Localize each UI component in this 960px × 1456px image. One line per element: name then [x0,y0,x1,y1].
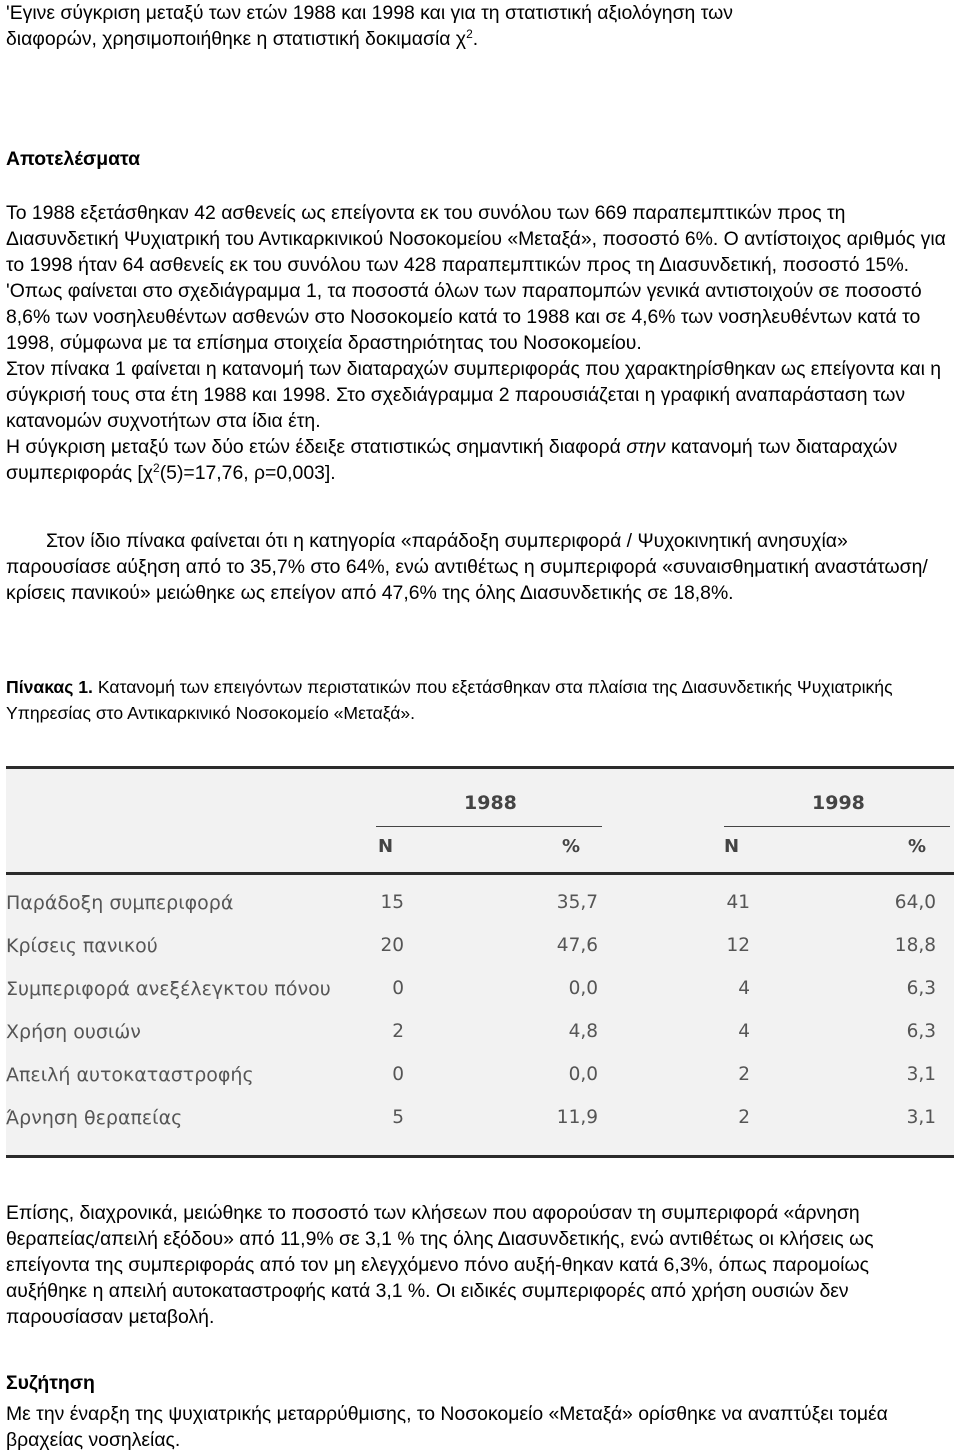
after-table-paragraph: Επίσης, διαχρονικά, μειώθηκε το ποσοστό των κλήσεων που αφορούσαν τη συμπεριφορά «άρνηση θεραπείας/απειλή εξόδου» από 11,9% σε 3,1 % της όλης Διασυνδετικής, ενώ αντιθέτως οι κλήσεις ως επείγοντα της συμπεριφοράς από τον μη ελεγχόμενο πόνο αυξή-θηκαν κατά 6,3%, όπως παρομοίως αυξήθηκε η απειλή αυτοκαταστροφής κατά 3,1 %. Οι ειδικές συμπεριφορές από χρήση ουσιών δεν παρουσίασαν μεταβολή. [6,1202,874,1328]
p3-text-a: Η σύγκριση μεταξύ των δύο ετών έδειξε στατιστικώς σημαντική διαφορά [6,436,627,458]
cell-n88: 0 [392,978,404,999]
cell-p98: 18,8 [894,935,936,956]
cell-p98: 6,3 [906,978,936,999]
cell-n88: 20 [380,935,404,956]
intro-line-b-end: . [472,28,479,50]
results-heading: Αποτελέσματα [6,148,141,170]
caption-text: Κατανομή των επειγόντων περιστατικών που εξετάσθηκαν στα πλαίσια της Διασυνδετικής Ψυχιατρικής Υπηρεσίας στο Αντικαρκινικό Νοσοκομείο «Μεταξά». [6,677,893,723]
discussion-heading: Συζήτηση [6,1372,95,1394]
cell-n98: 2 [738,1064,750,1085]
cell-p88: 0,0 [568,1064,598,1085]
results-paragraph-4: Στον ίδιο πίνακα φαίνεται ότι η κατηγορία «παράδοξη συμπεριφορά / Ψυχοκινητική ανησυχία» παρουσίασε αύξηση από το 35,7% στο 64%, ενώ αντιθέτως η συμπεριφορά «συναισθηματική αναστάτωση/ κρίσεις πανικού» μειώθηκε ως επείγον από 47,6% της όλης Διασυνδετικής σε 18,8%. [6,530,928,604]
cell-p98: 3,1 [906,1107,936,1128]
col-pct-1988: % [562,836,581,857]
cell-p88: 0,0 [568,978,598,999]
p3-text-b: κατανομή των διαταραχών συμπεριφοράς [χ [6,436,898,484]
cell-n98: 12 [726,935,750,956]
cell-p88: 35,7 [556,892,598,913]
cell-p88: 4,8 [568,1021,598,1042]
row-label: Παράδοξη συμπεριφορά [6,892,234,914]
cell-n98: 41 [726,892,750,913]
cell-n98: 4 [738,1021,750,1042]
row-label: Απειλή αυτοκαταστροφής [6,1064,254,1086]
cell-n88: 15 [380,892,404,913]
row-label: Συμπεριφορά ανεξέλεγκτου πόνου [6,978,331,1000]
cell-n88: 0 [392,1064,404,1085]
table-top-rule [6,766,954,769]
cell-n98: 4 [738,978,750,999]
row-label: Χρήση ουσιών [6,1021,141,1043]
results-body [6,200,951,486]
year-1998-header: 1998 [812,792,865,814]
cell-p98: 64,0 [894,892,936,913]
year-1988-header: 1988 [464,792,517,814]
caption-label: Πίνακας 1. [6,677,93,697]
cell-p98: 3,1 [906,1064,936,1085]
cell-p98: 6,3 [906,1021,936,1042]
rule-1998 [724,826,950,827]
col-n-1998: N [724,836,740,857]
row-label: Άρνηση θεραπείας [6,1107,183,1129]
results-paragraph-1: Το 1988 εξετάσθηκαν 42 ασθενείς ως επείγοντα εκ του συνόλου των 669 παραπεμπτικών προς τη Διασυνδετική Ψυχιατρική του Αντικαρκινικού Νοσοκομείου «Μεταξά», ποσοστό 6%. Ο αντίστοιχος αριθμός για το 1998 ήταν 64 ασθενείς εκ του συνόλου των 428 παραπεμπτικών προς τη Διασυνδετική, ποσοστό 15%. 'Οπως φαίνεται στο σχεδιάγραμμα 1, τα ποσοστά όλων των παραπομπών γενικά αντιστοιχούν σε ποσοστό 8,6% των νοσηλευθέντων ασθενών στο Νοσοκομείο κατά το 1988 και σε 4,6% των νοσηλευθέντων κατά το 1998, σύμφωνα με τα επίσημα στοιχεία δραστηριότητας του Νοσοκομείου. [6,202,946,354]
cell-n98: 2 [738,1107,750,1128]
discussion-paragraph: Με την έναρξη της ψυχιατρικής μεταρρύθμισης, το Νοσοκομείο «Μεταξά» ορίσθηκε να αναπτύξει τομέα βραχείας νοσηλείας. [6,1403,888,1451]
cell-p88: 11,9 [556,1107,598,1128]
rule-1988 [376,826,602,827]
intro-line-b: διαφορών, χρησιμοποιήθηκε η στατιστική δοκιμασία χ [6,28,467,50]
p3-emphasis: στην [626,436,666,458]
col-n-1988: N [378,836,394,857]
cell-n88: 2 [392,1021,404,1042]
intro-superscript: 2 [466,27,473,41]
results-paragraph-2: Στον πίνακα 1 φαίνεται η κατανομή των διαταραχών συμπεριφοράς που χαρακτηρίσθηκαν ως επείγοντα και η σύγκρισή τους στα έτη 1988 και 1998. Στο σχεδιάγραμμα 2 παρουσιάζεται η γραφική αναπαράσταση των κατανομών συχνοτήτων στα ίδια έτη. [6,358,942,432]
intro-paragraph [6,0,951,52]
intro-line-a: 'Εγινε σύγκριση μεταξύ των ετών 1988 και 1998 και για τη στατιστική αξιολόγηση των [6,2,733,24]
table-header-rule [6,872,954,875]
table-caption [6,674,951,726]
table-bottom-rule [6,1155,954,1158]
results-paragraph-3 [6,434,951,486]
p3-superscript: 2 [153,461,160,475]
cell-p88: 47,6 [556,935,598,956]
row-label: Κρίσεις πανικού [6,935,158,957]
col-pct-1998: % [908,836,927,857]
cell-n88: 5 [392,1107,404,1128]
table-1 [6,766,954,1158]
p3-text-c: (5)=17,76, ρ=0,003]. [159,462,336,484]
